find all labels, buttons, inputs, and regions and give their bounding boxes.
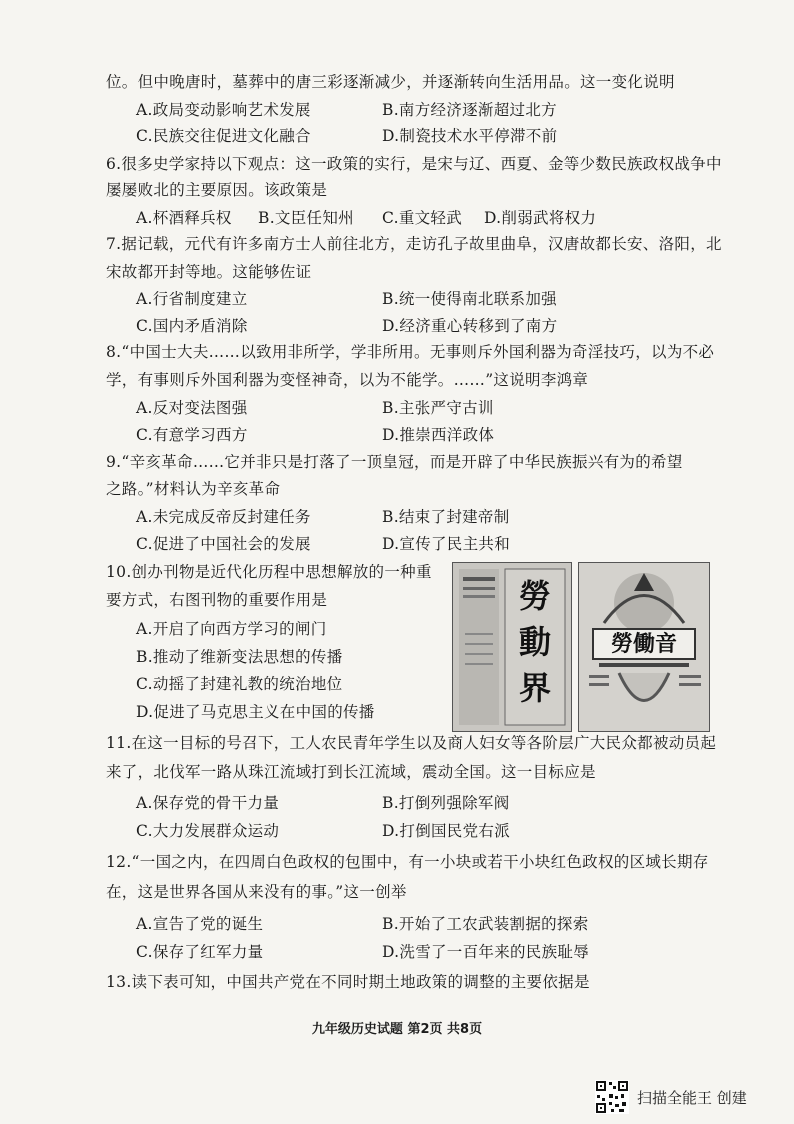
q7-option-a: A.行省制度建立	[136, 290, 248, 308]
q11-stem-line1: 11.在这一目标的号召下，工人农民青年学生以及商人妇女等各阶层广大民众都被动员起	[106, 734, 717, 752]
q7-stem-line1: 7.据记载，元代有许多南方士人前往北方，走访孔子故里曲阜，汉唐故都长安、洛阳，北	[106, 235, 722, 253]
q9-option-c: C.促进了中国社会的发展	[136, 535, 311, 553]
scanner-label: 扫描全能王 创建	[637, 1088, 747, 1107]
q9-option-d: D.宣传了民主共和	[382, 535, 511, 553]
q11-option-c: C.大力发展群众运动	[136, 822, 280, 840]
q6-stem-line2: 屡屡败北的主要原因。该政策是	[106, 181, 328, 199]
periodical-image-labor-world	[452, 562, 572, 732]
q10-option-b: B.推动了维新变法思想的传播	[136, 648, 343, 666]
q8-option-d: D.推崇西洋政体	[382, 426, 495, 444]
scanner-watermark	[595, 1080, 747, 1114]
page-footer: 九年级历史试题 第2页 共8页	[311, 1022, 483, 1037]
q10-option-a: A.开启了向西方学习的闸门	[136, 620, 327, 638]
q12-option-b: B.开始了工农武装割据的探索	[382, 915, 589, 933]
q5-option-a: A.政局变动影响艺术发展	[136, 101, 311, 119]
q6-option-a: A.杯酒释兵权	[136, 209, 232, 227]
q11-option-b: B.打倒列强除军阀	[382, 794, 510, 812]
q10-stem-line2: 要方式，右图刊物的重要作用是	[106, 591, 328, 609]
q8-option-a: A.反对变法图强	[136, 399, 248, 417]
q10-option-c: C.动摇了封建礼教的统治地位	[136, 675, 343, 693]
q12-option-a: A.宣告了党的诞生	[136, 915, 264, 933]
q7-option-d: D.经济重心转移到了南方	[382, 317, 558, 335]
q9-stem-line2: 之路。”材料认为辛亥革命	[106, 480, 281, 498]
periodical-image-labor-voice	[578, 562, 710, 732]
q12-stem-line2: 在，这是世界各国从来没有的事。”这一创举	[106, 883, 407, 901]
q11-option-d: D.打倒国民党右派	[382, 822, 511, 840]
q6-option-b: B.文臣任知州	[258, 209, 354, 227]
q8-stem-line2: 学，有事则斥外国利器为变怪神奇，以为不能学。……”这说明李鸿章	[106, 371, 589, 389]
q9-option-b: B.结束了封建帝制	[382, 508, 510, 526]
q11-stem-line2: 来了，北伐军一路从珠江流域打到长江流域，震动全国。这一目标应是	[106, 763, 596, 781]
q12-stem-line1: 12.“一国之内，在四周白色政权的包围中，有一小块或若干小块红色政权的区域长期存	[106, 853, 709, 871]
left-periodical-title: 勞動界	[518, 577, 551, 707]
q13-stem: 13.读下表可知，中国共产党在不同时期土地政策的调整的主要依据是	[106, 973, 590, 991]
qr-code-icon	[595, 1080, 629, 1114]
q10-stem-line1: 10.创办刊物是近代化历程中思想解放的一种重	[106, 563, 432, 581]
q6-option-d: D.削弱武将权力	[484, 209, 597, 227]
q10-option-d: D.促进了马克思主义在中国的传播	[136, 703, 375, 721]
q5-option-b: B.南方经济逐渐超过北方	[382, 101, 557, 119]
q6-option-c: C.重文轻武	[382, 209, 463, 227]
q12-option-d: D.洗雪了一百年来的民族耻辱	[382, 943, 590, 961]
q7-option-b: B.统一使得南北联系加强	[382, 290, 557, 308]
q9-option-a: A.未完成反帝反封建任务	[136, 508, 311, 526]
q8-option-b: B.主张严守古训	[382, 399, 494, 417]
q5-stem-tail: 位。但中晚唐时，墓葬中的唐三彩逐渐减少，并逐渐转向生活用品。这一变化说明	[106, 73, 675, 91]
q5-option-d: D.制瓷技术水平停滞不前	[382, 127, 558, 145]
q8-option-c: C.有意学习西方	[136, 426, 248, 444]
q7-stem-line2: 宋故都开封等地。这能够佐证	[106, 263, 312, 281]
q9-stem-line1: 9.“辛亥革命……它并非只是打落了一顶皇冠，而是开辟了中华民族振兴有为的希望	[106, 453, 683, 471]
q11-option-a: A.保存党的骨干力量	[136, 794, 280, 812]
q8-stem-line1: 8.“中国士大夫……以致用非所学，学非所用。无事则斥外国利器为奇淫技巧，以为不必	[106, 343, 715, 361]
q5-option-c: C.民族交往促进文化融合	[136, 127, 311, 145]
q6-stem-line1: 6.很多史学家持以下观点：这一政策的实行，是宋与辽、西夏、金等少数民族政权战争中	[106, 155, 722, 173]
q12-option-c: C.保存了红军力量	[136, 943, 264, 961]
q7-option-c: C.国内矛盾消除	[136, 317, 248, 335]
right-periodical-title: 勞働音	[610, 631, 677, 657]
